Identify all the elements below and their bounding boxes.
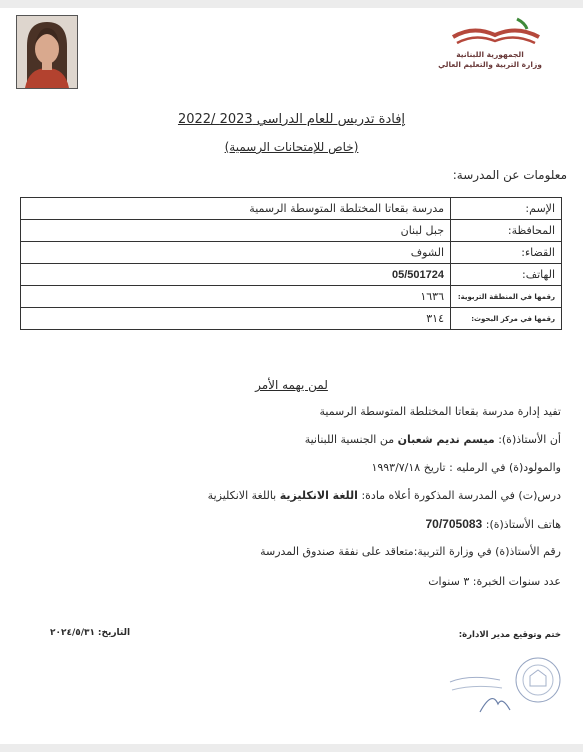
body-line-teacher	[21, 433, 561, 446]
document-title: إفادة تدريس للعام الدراسي 2023 /2022	[177, 112, 406, 127]
top-edge	[0, 0, 583, 8]
governorate-label: المحافظة:	[451, 220, 562, 242]
date-label: التاريخ:	[97, 628, 131, 638]
name-value: مدرسة بقعاتا المختلطة المتوسطة الرسمية	[21, 198, 451, 220]
teacher-prefix: أن الأستاذ(ة):	[498, 433, 561, 446]
signature-label: ختم وتوقيع مدير الادارة:	[458, 630, 561, 640]
body-line-subject	[21, 489, 561, 502]
logo-line-2: وزارة التربية والتعليم العالي	[438, 60, 542, 69]
phone-value: 05/501724	[21, 264, 451, 286]
table-row	[21, 264, 562, 286]
district-value: الشوف	[21, 242, 451, 264]
taught-suffix: باللغة الانكليزية	[207, 489, 277, 502]
research-number-value: ٣١٤	[21, 308, 451, 330]
teacher-phone-label: هاتف الأستاذ(ة):	[485, 518, 561, 531]
body-line-experience: عدد سنوات الخبرة: ٣ سنوات	[428, 575, 561, 588]
region-number-value: ١٦٣٦	[21, 286, 451, 308]
body-line-phone	[21, 517, 561, 531]
signature-mark	[480, 699, 510, 712]
document-subtitle: (خاص للإمتحانات الرسمية)	[224, 140, 359, 154]
date-value: ٢٠٢٤/٥/٣١	[50, 628, 96, 638]
table-row	[21, 198, 562, 220]
research-number-label: رقمها في مركز البحوث:	[451, 308, 562, 330]
logo-line-1: الجمهورية اللبنانية	[456, 50, 524, 59]
teacher-suffix: من الجنسية اللبنانية	[304, 433, 395, 446]
governorate-value: جبل لبنان	[21, 220, 451, 242]
table-row	[21, 286, 562, 308]
teacher-name: ميسم نديم شعبان	[397, 433, 495, 446]
school-info-table	[20, 197, 562, 330]
school-stamp	[440, 652, 570, 718]
table-row	[21, 308, 562, 330]
body-line-ministry: رقم الأستاذ(ة) في وزارة التربية:متعاقد على نفقة صندوق المدرسة	[260, 545, 561, 558]
district-label: القضاء:	[451, 242, 562, 264]
phone-label: الهاتف:	[451, 264, 562, 286]
date-block	[50, 628, 130, 638]
name-label: الإسم:	[451, 198, 562, 220]
bottom-edge	[0, 744, 583, 752]
teacher-photo	[16, 15, 78, 89]
school-info-label: معلومات عن المدرسة:	[452, 168, 567, 182]
to-whom-heading: لمن يهمه الأمر	[255, 378, 328, 392]
teacher-phone-value: 70/705083	[425, 517, 483, 531]
body-line-birth: والمولود(ة) في الرمليه : تاريخ ١٩٩٣/٧/١٨	[371, 461, 561, 474]
subject-name: اللغة الانكليزية	[279, 489, 358, 502]
table-row	[21, 220, 562, 242]
table-row	[21, 242, 562, 264]
region-number-label: رقمها في المنطقة التربوية:	[451, 286, 562, 308]
taught-prefix: درس(ت) في المدرسة المذكورة أعلاه مادة:	[361, 489, 561, 502]
body-line-1: تفيد إدارة مدرسة بقعاتا المختلطة المتوسطة الرسمية	[319, 405, 561, 418]
